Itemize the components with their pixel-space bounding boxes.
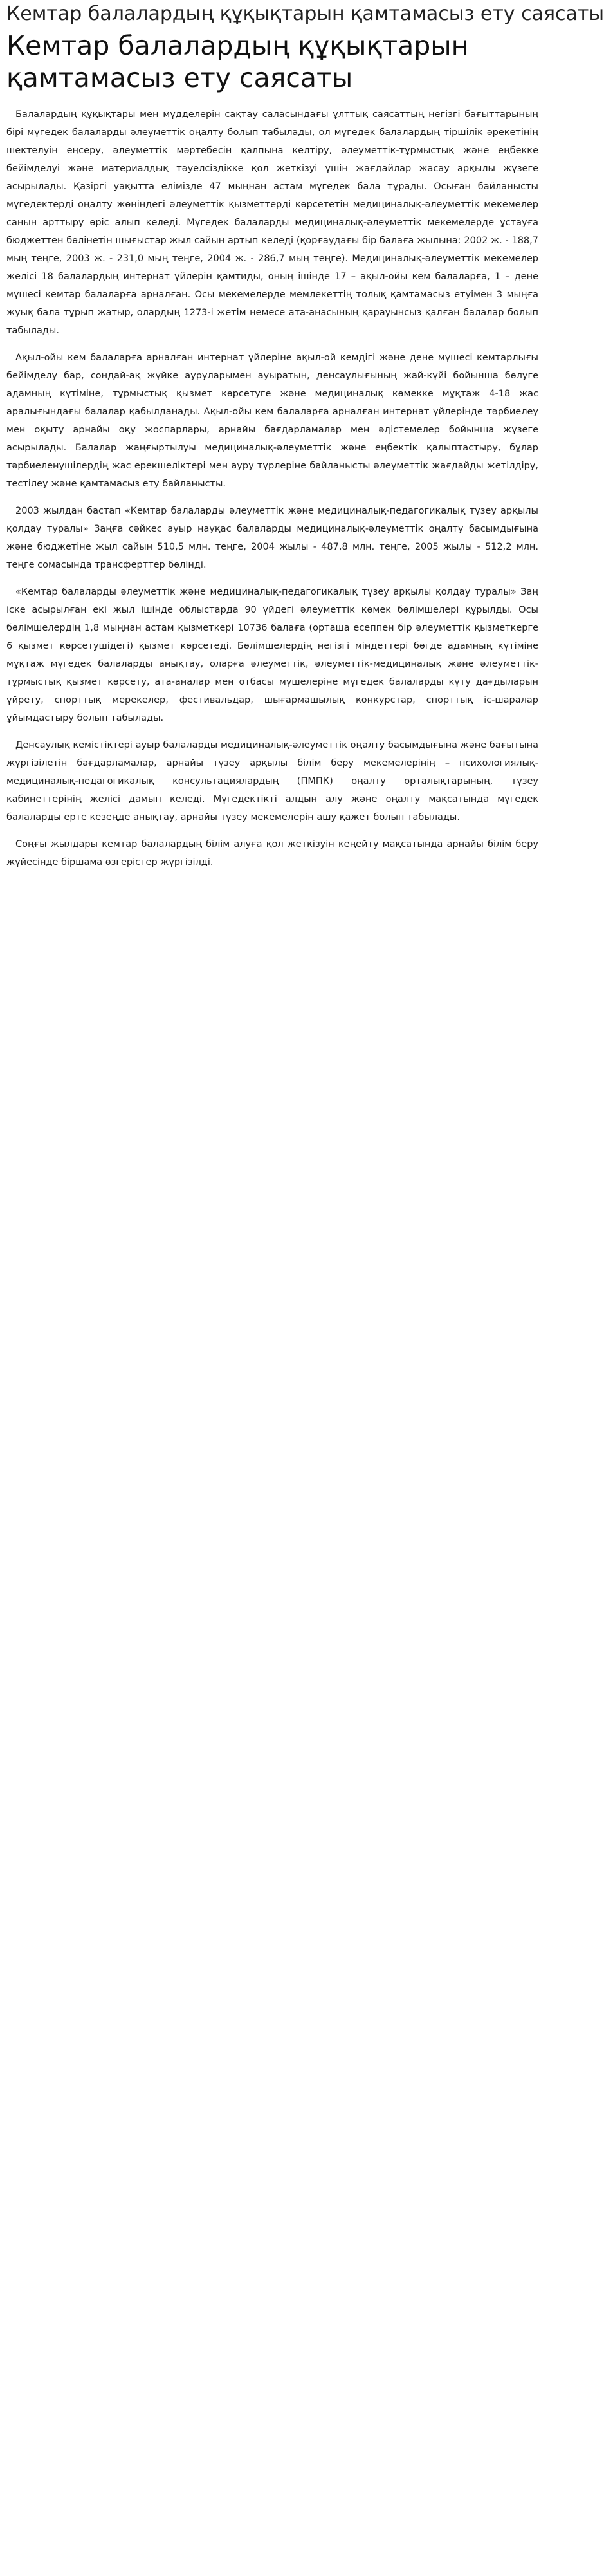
article-paragraph: «Кемтар балаларды әлеуметтік және медициналық-педагогикалық түзеу арқылы қолдау туралы» Заң іске асырылған екі жыл ішінде облыстарда 90 үйдегі әлеуметтік көмек бөлімшелері құрылды. Осы бөлімшелердің 1,8 мыңнан астам қызметкері 10736 балаға (орташа есеппен бір әлеуметтік қызметкерге 6 қызмет көрсетушідегі) қызмет көрсетеді. Бөлімшелердің негізгі міндеттері бөгде адамның күтіміне мұқтаж мүгедек балаларды анықтау, оларға әлеуметтік, әлеуметтік-медициналық және әлеуметтік-тұрмыстық қызмет көрсету, ата-аналар мен отбасы мүшелеріне мүгедек балаларды күту дағдыларын үйрету, спорттық мерекелер, фестивальдар, шығармашылық конкурстар, спорттық іс-шаралар ұйымдастыру болып табылады.: [6, 587, 538, 723]
page-title: Кемтар балалардың құқықтарын қамтамасыз ету саясаты: [6, 30, 469, 93]
document-page: [0, 0, 604, 888]
article-body: [6, 106, 538, 871]
article-paragraph: Соңғы жылдары кемтар балалардың білім алуға қол жеткізуін кеңейту мақсатында арнайы білім беру жүйесінде біршама өзгерістер жүргізілді.: [6, 839, 538, 867]
article-paragraph: 2003 жылдан бастап «Кемтар балаларды әлеуметтік және медициналық-педагогикалық түзеу арқылы қолдау туралы» Заңға сәйкес ауыр науқас балаларды медициналық-әлеуметтік оңалту басымдығына және бюджетіне жыл сайын 510,5 млн. теңге, 2004 жылы - 487,8 млн. теңге, 2005 жылы - 512,2 млн. теңге сомасында трансферттер бөлінді.: [6, 506, 538, 570]
article-paragraph: Ақыл-ойы кем балаларға арналған интернат үйлеріне ақыл-ой кемдігі және дене мүшесі кемтарлығы бейімделу бар, сондай-ақ жүйке ауруларымен ауыратын, денсаулығының жай-күйі бойынша бөлуге адамның күтіміне, тұрмыстық қызмет көрсетуге және медициналық көмекке мұқтаж 4-18 жас аралығындағы балалар қабылданады. Ақыл-ойы кем балаларға арналған интернат үйлерінде тәрбиелеу мен оқыту арнайы оқу жоспарлары, арнайы бағдарламалар мен әдістемелер бойынша жүзеге асырылады. Балалар жаңғыртылуы медициналық-әлеуметтік және еңбектік қалыптастыру, бұлар тәрбиеленушілердің жас ерекшеліктері мен ауру түрлеріне байланысты әлеуметтік жағдайды жетілдіру, тестілеу және қамтамасыз ету байланысты.: [6, 353, 538, 489]
article-paragraph: Денсаулық кемістіктері ауыр балаларды медициналық-әлеуметтік оңалту басымдығына және бағытына жүргізілетін бағдарламалар, арнайы түзеу арқылы білім беру мекемелерінің – психологиялық-медициналық-педагогикалық консультациялардың (ПМПК) оңалту орталықтарының, түзеу кабинеттерінің желісі дамып келеді. Мүгедектікті алдын алу және оңалту мақсатында мүгедек балаларды ерте кезеңде анықтау, арнайы түзеу мекемелерін ашу қажет болып табылады.: [6, 740, 538, 822]
browser-tab-title: Кемтар балалардың құқықтарын қамтамасыз ету саясаты: [6, 3, 604, 25]
article-paragraph: Балалардың құқықтары мен мүдделерін сақтау саласындағы ұлттық саясаттың негізгі бағыттарының бірі мүгедек балаларды әлеуметтік оңалту болып табылады, ол мүгедек балалардың тіршілік әрекетінің шектелуін еңсеру, әлеуметтік мәртебесін қалпына келтіру, әлеуметтік-тұрмыстық және еңбекке бейімделуі және материалдық тәуелсіздікке қол жеткізуі үшін жағдайлар жасау арқылы жүзеге асырылады. Қазіргі уақытта елімізде 47 мыңнан астам мүгедек бала тұрады. Осыған байланысты мүгедектерді оңалту жөніндегі әлеуметтік қызметтерді көрсететін медициналық-әлеуметтік мекемелер санын арттыру өріс алып келеді. Мүгедек балаларды медициналық-әлеуметтік мекемелерде ұстауға бюджеттен бөлінетін шығыстар жыл сайын артып келеді (қорғаудағы бір балаға жылына: 2002 ж. - 188,7 мың теңге, 2003 ж. - 231,0 мың теңге, 2004 ж. - 286,7 мың теңге). Медициналық-әлеуметтік мекемелер желісі 18 балалардың интернат үйлерін қамтиды, оның ішінде 17 – ақыл-ойы кем балаларға, 1 – дене мүшесі кемтар балаларға арналған. Осы мекемелерде мемлекеттің толық қамтамасыз етуімен 3 мыңға жуық бала тұрып жатыр, олардың 1273-і жетім немесе ата-анасының қарауынсыз қалған балалар болып табылады.: [6, 109, 538, 336]
